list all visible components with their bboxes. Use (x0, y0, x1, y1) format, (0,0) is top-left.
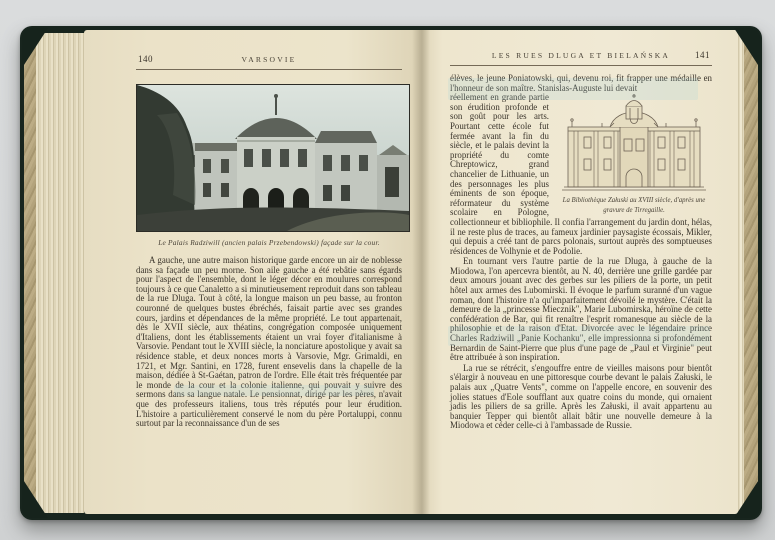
right-running-title: LES RUES DLUGA ET BIELAŃSKA (491, 51, 671, 60)
page-edges-left (36, 33, 84, 513)
palace-photo (136, 84, 410, 232)
book-cover (20, 26, 762, 520)
zaluski-library-engraving (558, 93, 710, 195)
right-wrap-paragraph (450, 93, 712, 256)
right-running-header (450, 50, 712, 63)
right-intro-text: élèves, le jeune Poniatowski, qui, devenu roi, fit frapper une médaille en l'honneur de son maître. Stanislas-Auguste lui devait (450, 73, 712, 93)
right-paragraph-2: En tournant vers l'autre partie de la rue Dluga, à gauche de la Miodowa, l'on apercevra bientôt, au N. 40, derrière une grille gardée par deux amours jouant avec des gerbes sur les piliers de la porte, un petit hôtel aux armes des Lubomirski. Il évoque le parfum suranné d'un vague roman, dont l'histoire n'a qu'imparfaitement dévoilé le mystère. C'était la demeure de la „princesse Miecznik", Marie Lubomirska, héroïne de cette confédération de Bar, qui fit renaître l'esprit romanesque au siècle de la philosophie et de la raison d'Etat. Divorcée avec le légendaire prince Charles Radziwill „Panie Kochanku", elle impressionna si profondément Bernardin de Saint-Pierre que plus d'une page de „Paul et Virginie" peut être attribuée à son inspiration. (450, 256, 712, 363)
right-wrap-text: réellement en grande partie son érudition profonde et son goût pour les arts. Pourtant cette école fut fermée avant la fin du siècle, et le palais devint la propriété du comte Chreptowicz, grand chancelier de Lithuanie, un des personnages les plus éminents de son époque, réformateur du système scolaire en Pologne, collectionneur et bibliophile. Il confia l'arrangement du jardin dont, hélas, il ne reste plus de traces, au fameux jardinier paysagiste écossais, Mikler, qui (450, 92, 712, 247)
right-paragraph-3: La rue se rétrécit, s'engouffre entre de vieilles maisons pour bientôt s'élargir à nouveau en une pittoresque courbe devant le palais Załuski, le palais aux „Quatre Vents", comme on l'appelle encore, en souvenir des jolies statues d'Eole soufflant aux quatre coins du monde, qui ornaient jadis les piliers de sa grille. Après les Załuski, il avait appartenu au banquier Tepper qui bientôt allait bâtir une nouvelle demeure à la Miodowa et céder celle-ci à l'ambassade de Russie. (450, 362, 712, 431)
palace-photo-illustration (137, 85, 409, 231)
right-page-number: 141 (695, 50, 710, 60)
right-header-rule (450, 65, 712, 66)
left-running-title: VARSOVIE (241, 55, 297, 64)
left-header-rule (136, 69, 402, 70)
right-after-wrap-text: depuis a créé tant de parcs polonais, surtout auprès des somptueuses résidences de Volhynie et de Podolie. (450, 236, 713, 256)
book-gutter-shadow (412, 30, 430, 514)
left-page (84, 30, 420, 514)
left-photo-caption: Le Palais Radziwill (ancien palais Przebendowski) façade sur la cour. (158, 238, 380, 247)
engraving-figure (556, 93, 712, 215)
engraving-caption: La Bibliothèque Załuski au XVIII siècle, d'après une gravure de Tirregaille. (562, 197, 706, 215)
right-page (420, 30, 738, 514)
left-page-number: 140 (138, 54, 153, 64)
left-running-header (136, 54, 402, 67)
left-body-text: A gauche, une autre maison historique garde encore un air de noblesse dans sa façade un peu morne. Son aile gauche a été rebâtie sans égards pour l'aspect de l'ensemble, dont le léger décor en moulures correspond toujours à ce que Canaletto a si minutieusement reproduit dans son tableau de la rue Dluga. Tout à côté, la longue maison un peu basse, au fronton couronné de quelques bustes ébréchés, faisait partie avec ses grandes cours, jardins et dépendances de la même propriété. Le tout appartenait, dès le XVII siècle, aux théatins, congrégation composée uniquement d'Italiens, dont les établissements étaient un vrai foyer d'italianisme à Varsovie. Pendant tout le XVIII siècle, la nonciature apostolique y avait sa résidence stable, et deux nonces morts à Varsovie, Mgr. Grimaldi, en 1721, et Mgr. Santini, en 1728, furent ensevelis dans la chapelle de la maison, dédiée à St-Gaétan, patron de l'ordre. Elle était très fréquentée par le monde de la cour et la colonie italienne, qui pouvait y suivre des sermons dans sa langue natale. Le pensionnat, dirigé par les pères, n'avait que des professeurs italiens, tous très réputés pour leur érudition. L'histoire a particulièrement conservé le nom du père Portaluppi, connu surtout par la reconnaissance d'un de ses (136, 255, 402, 429)
